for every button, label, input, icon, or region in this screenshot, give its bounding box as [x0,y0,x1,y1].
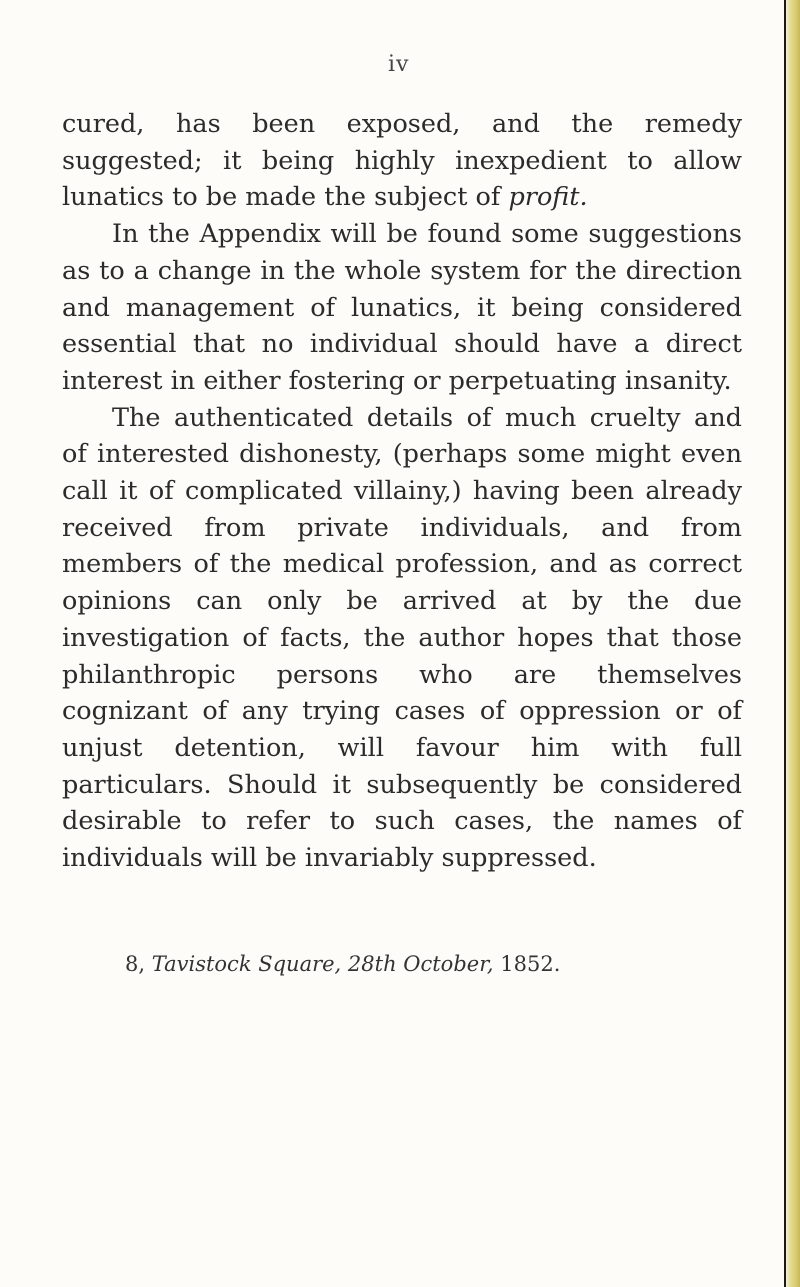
paragraph-3: The authenticated details of much cruelty and of interested dishonesty, (perhaps some might even call it of complicated villainy,) having been already received from private individuals, and from members of the medical profession, and as correct opinions can only be arrived at by the due investigation of facts, the author hopes that those philanthropic persons who are themselves cognizant of any trying cases of oppression or of unjust detention, will favour him with full particulars. Should it subsequently be considered desirable to refer to such cases, the names of individuals will be invariably suppressed. [62,402,742,874]
paragraph-1-italic: profit. [508,182,588,213]
page-edge [786,0,800,1287]
body-text [62,106,742,877]
signature-place: Tavistock Square, [151,952,342,976]
paragraph-2: In the Appendix will be found some suggestions as to a change in the whole system for the direction and management of lunatics, it being considered essential that no individual should have a direct interest in either fostering or perpetuating insanity. [62,219,742,396]
signature-year: 1852. [493,952,561,976]
signature-number: 8, [125,952,152,976]
signature-date: 28th October, [341,952,494,976]
paragraph-1 [62,106,742,216]
paragraph-1-text: cured, has been exposed, and the remedy suggested; it being highly inexpedient to allow lunatics to be made the subject of [62,109,742,213]
signature-line [125,952,560,976]
page-number: iv [388,52,410,77]
